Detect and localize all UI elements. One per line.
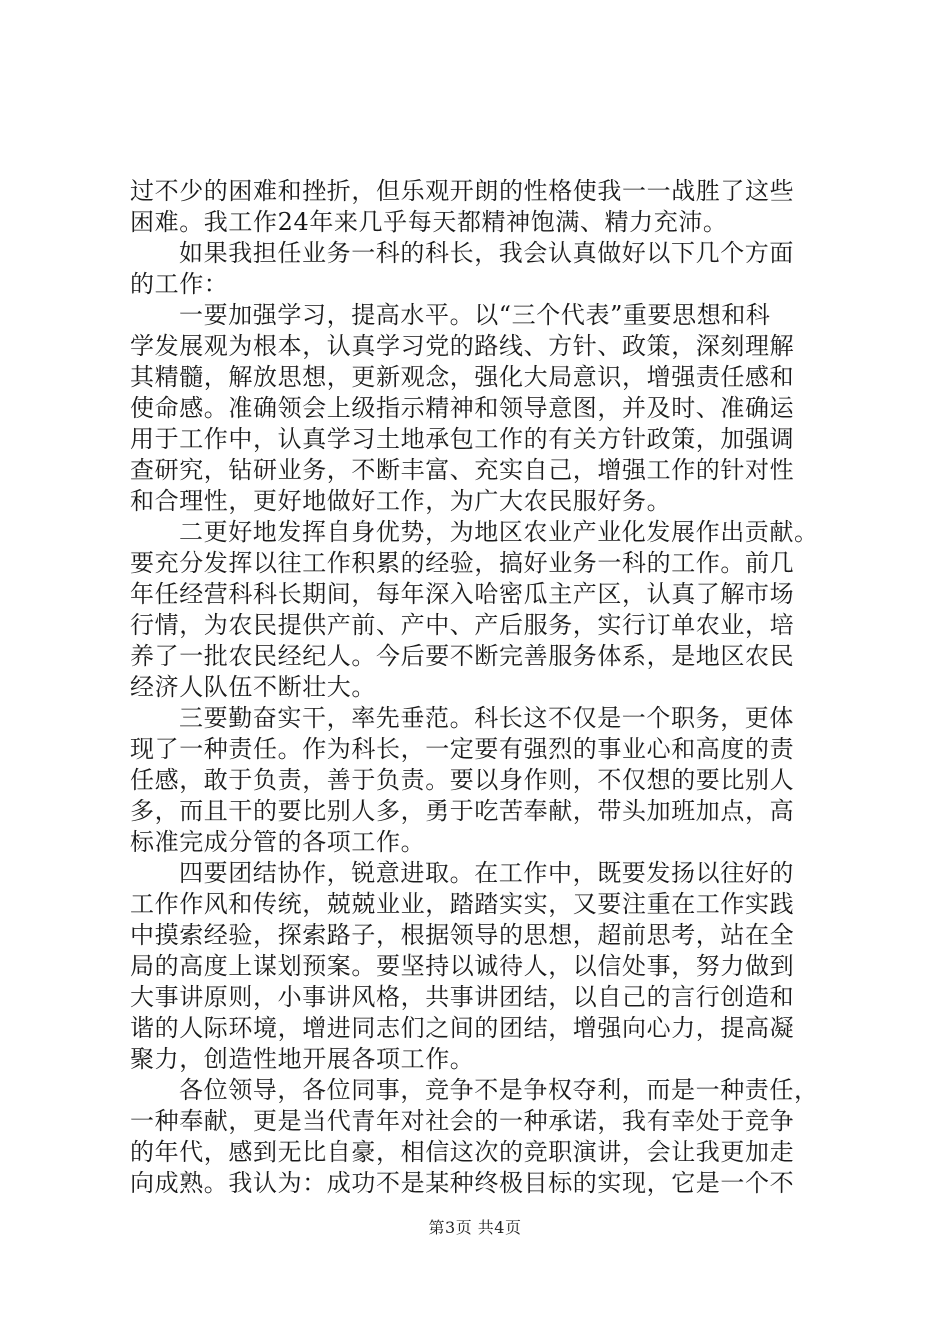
text-line: 中摸索经验，探索路子，根据领导的思想，超前思考，站在全 (130, 921, 795, 949)
text-line: 三要勤奋实干，率先垂范。科长这不仅是一个职务，更体 (179, 704, 794, 732)
text-line: 任感，敢于负责，善于负责。要以身作则，不仅想的要比别人 (130, 766, 795, 794)
page-footer: 第3页 共4页 (428, 1218, 522, 1237)
text-line: 向成熟。我认为：成功不是某种终极目标的实现，它是一个不 (130, 1169, 795, 1197)
text-line: 大事讲原则，小事讲风格，共事讲团结，以自己的言行创造和 (130, 983, 795, 1011)
text-line: 经济人队伍不断壮大。 (130, 673, 376, 701)
document-body (130, 176, 830, 1199)
text-line: 年任经营科科长期间，每年深入哈密瓜主产区，认真了解市场 (130, 580, 795, 608)
text-line: 四要团结协作，锐意进取。在工作中，既要发扬以往好的 (179, 859, 794, 887)
text-line: 要充分发挥以往工作积累的经验，搞好业务一科的工作。前几 (130, 549, 795, 577)
text-line: 如果我担任业务一科的科长，我会认真做好以下几个方面 (179, 239, 794, 267)
text-line: 谐的人际环境，增进同志们之间的团结，增强向心力，提高凝 (130, 1014, 795, 1042)
text-line: 查研究，钻研业务，不断丰富、充实自己，增强工作的针对性 (130, 456, 795, 484)
text-line: 二更好地发挥自身优势，为地区农业产业化发展作出贡献。 (179, 518, 819, 546)
text-line: 的年代，感到无比自豪，相信这次的竞职演讲，会让我更加走 (130, 1138, 795, 1166)
text-line: 养了一批农民经纪人。今后要不断完善服务体系，是地区农民 (130, 642, 795, 670)
text-line: 聚力，创造性地开展各项工作。 (130, 1045, 475, 1073)
text-line: 局的高度上谋划预案。要坚持以诚待人，以信处事，努力做到 (130, 952, 795, 980)
text-line: 其精髓，解放思想，更新观念，强化大局意识，增强责任感和 (130, 363, 795, 391)
text-line: 一种奉献，更是当代青年对社会的一种承诺，我有幸处于竞争 (130, 1107, 795, 1135)
text-line: 的工作： (130, 270, 229, 298)
text-line: 困难。我工作24年来几乎每天都精神饱满、精力充沛。 (130, 208, 728, 236)
text-line: 和合理性，更好地做好工作，为广大农民服好务。 (130, 487, 672, 515)
text-line: 过不少的困难和挫折，但乐观开朗的性格使我一一战胜了这些 (130, 177, 795, 205)
text-line: 工作作风和传统，兢兢业业，踏踏实实，又要注重在工作实践 (130, 890, 795, 918)
text-line: 一要加强学习，提高水平。以“三个代表”重要思想和科 (179, 301, 771, 329)
text-line: 标准完成分管的各项工作。 (130, 828, 426, 856)
text-line: 使命感。准确领会上级指示精神和领导意图，并及时、准确运 (130, 394, 795, 422)
text-line: 现了一种责任。作为科长，一定要有强烈的事业心和高度的责 (130, 735, 795, 763)
text-line: 学发展观为根本，认真学习党的路线、方针、政策，深刻理解 (130, 332, 795, 360)
text-line: 多，而且干的要比别人多，勇于吃苦奉献，带头加班加点，高 (130, 797, 795, 825)
text-line: 各位领导，各位同事，竞争不是争权夺利，而是一种责任， (179, 1076, 819, 1104)
text-line: 行情，为农民提供产前、产中、产后服务，实行订单农业，培 (130, 611, 795, 639)
text-line: 用于工作中，认真学习土地承包工作的有关方针政策，加强调 (130, 425, 795, 453)
